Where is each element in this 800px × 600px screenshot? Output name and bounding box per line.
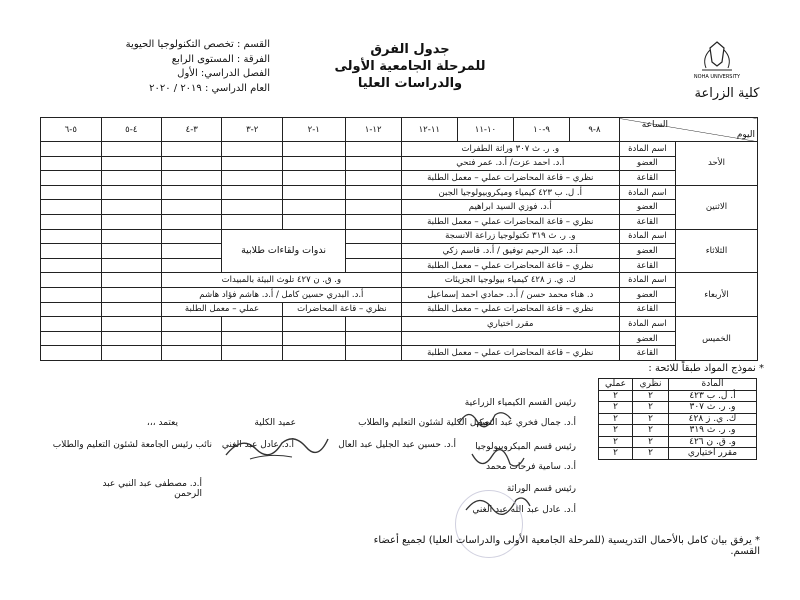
table-row	[599, 390, 757, 402]
tuesday-subject: و. ر. ث ٣١٩ تكنولوجيا زراعة الانسجة	[401, 229, 619, 244]
practical-hours: ٢	[599, 402, 633, 414]
subject-code: و. ق. ن ٤٢٦	[669, 436, 757, 448]
schedule-table	[40, 117, 758, 361]
row-label: اسم المادة	[619, 185, 675, 200]
row-label: العضو	[619, 200, 675, 215]
row-label: اسم المادة	[619, 142, 675, 157]
vice-dean-title: وكيل الكلية لشئون التعليم والطلاب	[358, 418, 488, 428]
thursday-room: نظري – قاعة المحاضرات عملي – معمل الطلبة	[401, 346, 619, 361]
head-micro-title: رئيس قسم الميكروبيولوجيا	[475, 442, 576, 452]
term-line: الفصل الدراسي: الأول	[177, 68, 270, 79]
corner-cell	[619, 118, 757, 142]
head-chem-title: رئيس القسم الكيمياء الزراعية	[464, 398, 576, 408]
college-name: كلية الزراعة	[694, 86, 760, 101]
wednesday-subject: ك. ي. ز ٤٢٨ كيمياء بيولوجيا الجزيئات	[401, 273, 619, 288]
subject-code: و. ر. ث ٣١٩	[669, 425, 757, 437]
theory-hours: ٢	[633, 436, 669, 448]
tuesday-room: نظري – قاعة المحاضرات عملي – معمل الطلبة	[401, 258, 619, 273]
dean-name: أ.د. عادل عبد الغني	[221, 440, 294, 450]
president-name: أ.د. مصطفى عبد النبي عبد الرحمن	[102, 479, 202, 499]
practical-hours: ٢	[599, 425, 633, 437]
row-label: العضو	[619, 244, 675, 259]
theory-hours: ٢	[633, 390, 669, 402]
seminar-cell: ندوات ولقاءات طلابية	[222, 229, 345, 273]
table-row	[599, 436, 757, 448]
subject-code: ك. ي. ز ٤٢٨	[669, 413, 757, 425]
row-label: العضو	[619, 331, 675, 346]
theory-hours: ٢	[633, 425, 669, 437]
row-label: اسم المادة	[619, 317, 675, 332]
practical-hours: ٢	[599, 390, 633, 402]
practical-hours: ٢	[599, 448, 633, 460]
day-label: اليوم	[736, 129, 755, 140]
row-label: القاعة	[619, 214, 675, 229]
row-label: القاعة	[619, 258, 675, 273]
slot-header: ١١-١٢	[401, 118, 457, 142]
thursday-subject: مقرر اختياري	[401, 317, 619, 332]
slot-header: ١-٢	[282, 118, 345, 142]
title-line-1: جدول الفرق	[370, 42, 450, 57]
logo-text: NOHA UNIVERSITY	[693, 74, 741, 80]
subject-code: أ. ل. ب ٤٢٣	[669, 390, 757, 402]
sunday-member: أ.د. احمد عزت/ أ.د. عمر فتحي	[401, 156, 619, 171]
head-gen-name: أ.د. عادل عبد الله عبد الغني	[472, 505, 576, 515]
wednesday-room-2a: نظري – قاعة المحاضرات	[282, 302, 401, 317]
head-chem-name: أ.د. جمال فخري عبد النعيم	[476, 418, 576, 428]
micro-signature	[466, 448, 526, 474]
page-title	[300, 42, 520, 93]
thursday-member	[401, 331, 619, 346]
president-title: نائب رئيس الجامعة لشئون التعليم والطلاب	[52, 440, 212, 450]
year-line: العام الدراسي : ٢٠١٩ / ٢٠٢٠	[149, 82, 270, 94]
slot-header: ٢-٣	[222, 118, 282, 142]
row-label: العضو	[619, 156, 675, 171]
sunday-subject: و. ر. ث ٣٠٧ وراثة الطفرات	[401, 142, 619, 157]
table-row	[599, 448, 757, 460]
wednesday-room-2b: عملي – معمل الطلبة	[162, 302, 283, 317]
table-row	[599, 413, 757, 425]
table-row	[599, 425, 757, 437]
day-thursday: الخميس	[675, 317, 757, 361]
row-label: القاعة	[619, 302, 675, 317]
dean-title: عميد الكلية	[254, 418, 296, 428]
subjects-table	[598, 378, 757, 460]
table-row	[599, 402, 757, 414]
row-label: القاعة	[619, 171, 675, 186]
footer-note: * يرفق بيان كامل بالأحمال التدريسية (للمرحلة الجامعية الأولى والدراسات العليا) لجميع أعضاء القسم.	[373, 535, 760, 557]
slot-header: ٥-٦	[41, 118, 102, 142]
slot-header: ١٠-١١	[457, 118, 513, 142]
day-tuesday: الثلاثاء	[675, 229, 757, 273]
slot-header: ٤-٥	[101, 118, 161, 142]
slot-header: ٣-٤	[162, 118, 222, 142]
day-wednesday: الأربعاء	[675, 273, 757, 317]
practical-hours: ٢	[599, 413, 633, 425]
subjects-header: عملي	[599, 379, 633, 391]
chem-signature	[455, 405, 515, 429]
wednesday-room: نظري – قاعة المحاضرات عملي – معمل الطلبة	[401, 302, 619, 317]
subject-code: و. ر. ث ٣٠٧	[669, 402, 757, 414]
head-micro-name: أ.د. سامية فرحات محمد	[485, 462, 576, 472]
vice-dean-name: أ.د. حسين عبد الجليل عبد العال	[338, 440, 456, 450]
info-block	[90, 38, 270, 96]
wednesday-member: د. هناء محمد حسن / أ.د. حمادي احمد إسماعيل	[401, 287, 619, 302]
tuesday-member: أ.د. عبد الرحيم توفيق / أ.د. قاسم زكي	[401, 244, 619, 259]
monday-subject: أ. ل. ب ٤٢٣ كيمياء وميكروبيولوجيا الجبن	[401, 185, 619, 200]
theory-hours: ٢	[633, 402, 669, 414]
subjects-header: المادة	[669, 379, 757, 391]
practical-hours: ٢	[599, 436, 633, 448]
dept-line: القسم : تخصص التكنولوجيا الحيوية	[125, 39, 270, 50]
subject-code: مقرر اختياري	[669, 448, 757, 460]
dean-signature	[222, 425, 332, 465]
slot-header: ٩-١٠	[514, 118, 570, 142]
day-monday: الاثنين	[675, 185, 757, 229]
wednesday-subject-2: و. ق. ن ٤٢٧ تلوث البيئة بالمبيدات	[162, 273, 402, 288]
day-sunday: الأحد	[675, 142, 757, 186]
level-line: الفرقة : المستوى الرابع	[171, 53, 270, 65]
slot-header: ٨-٩	[570, 118, 620, 142]
monday-member: أ.د. فوزي السيد ابراهيم	[401, 200, 619, 215]
row-label: اسم المادة	[619, 273, 675, 288]
approve-text: يعتمد ،،،	[146, 418, 178, 428]
subjects-caption: * نموذج المواد طبقاً للائحة :	[648, 363, 764, 374]
theory-hours: ٢	[633, 448, 669, 460]
row-label: اسم المادة	[619, 229, 675, 244]
hour-label: الساعة	[641, 119, 669, 130]
row-label: القاعة	[619, 346, 675, 361]
sunday-room: نظري – قاعة المحاضرات عملي – معمل الطلبة	[401, 171, 619, 186]
university-logo	[688, 40, 746, 84]
monday-room: نظري – قاعة المحاضرات عملي – معمل الطلبة	[401, 214, 619, 229]
theory-hours: ٢	[633, 413, 669, 425]
head-gen-title: رئيس قسم الوراثة	[506, 484, 576, 494]
slot-header: ١٢-١	[345, 118, 401, 142]
wednesday-member-2: أ.د. البدري حسين كامل / أ.د. هاشم فؤاد هاشم	[162, 287, 402, 302]
row-label: العضو	[619, 287, 675, 302]
title-line-2: للمرحلة الجامعية الأولى والدراسات العليا	[334, 58, 486, 91]
subjects-header: نظري	[633, 379, 669, 391]
